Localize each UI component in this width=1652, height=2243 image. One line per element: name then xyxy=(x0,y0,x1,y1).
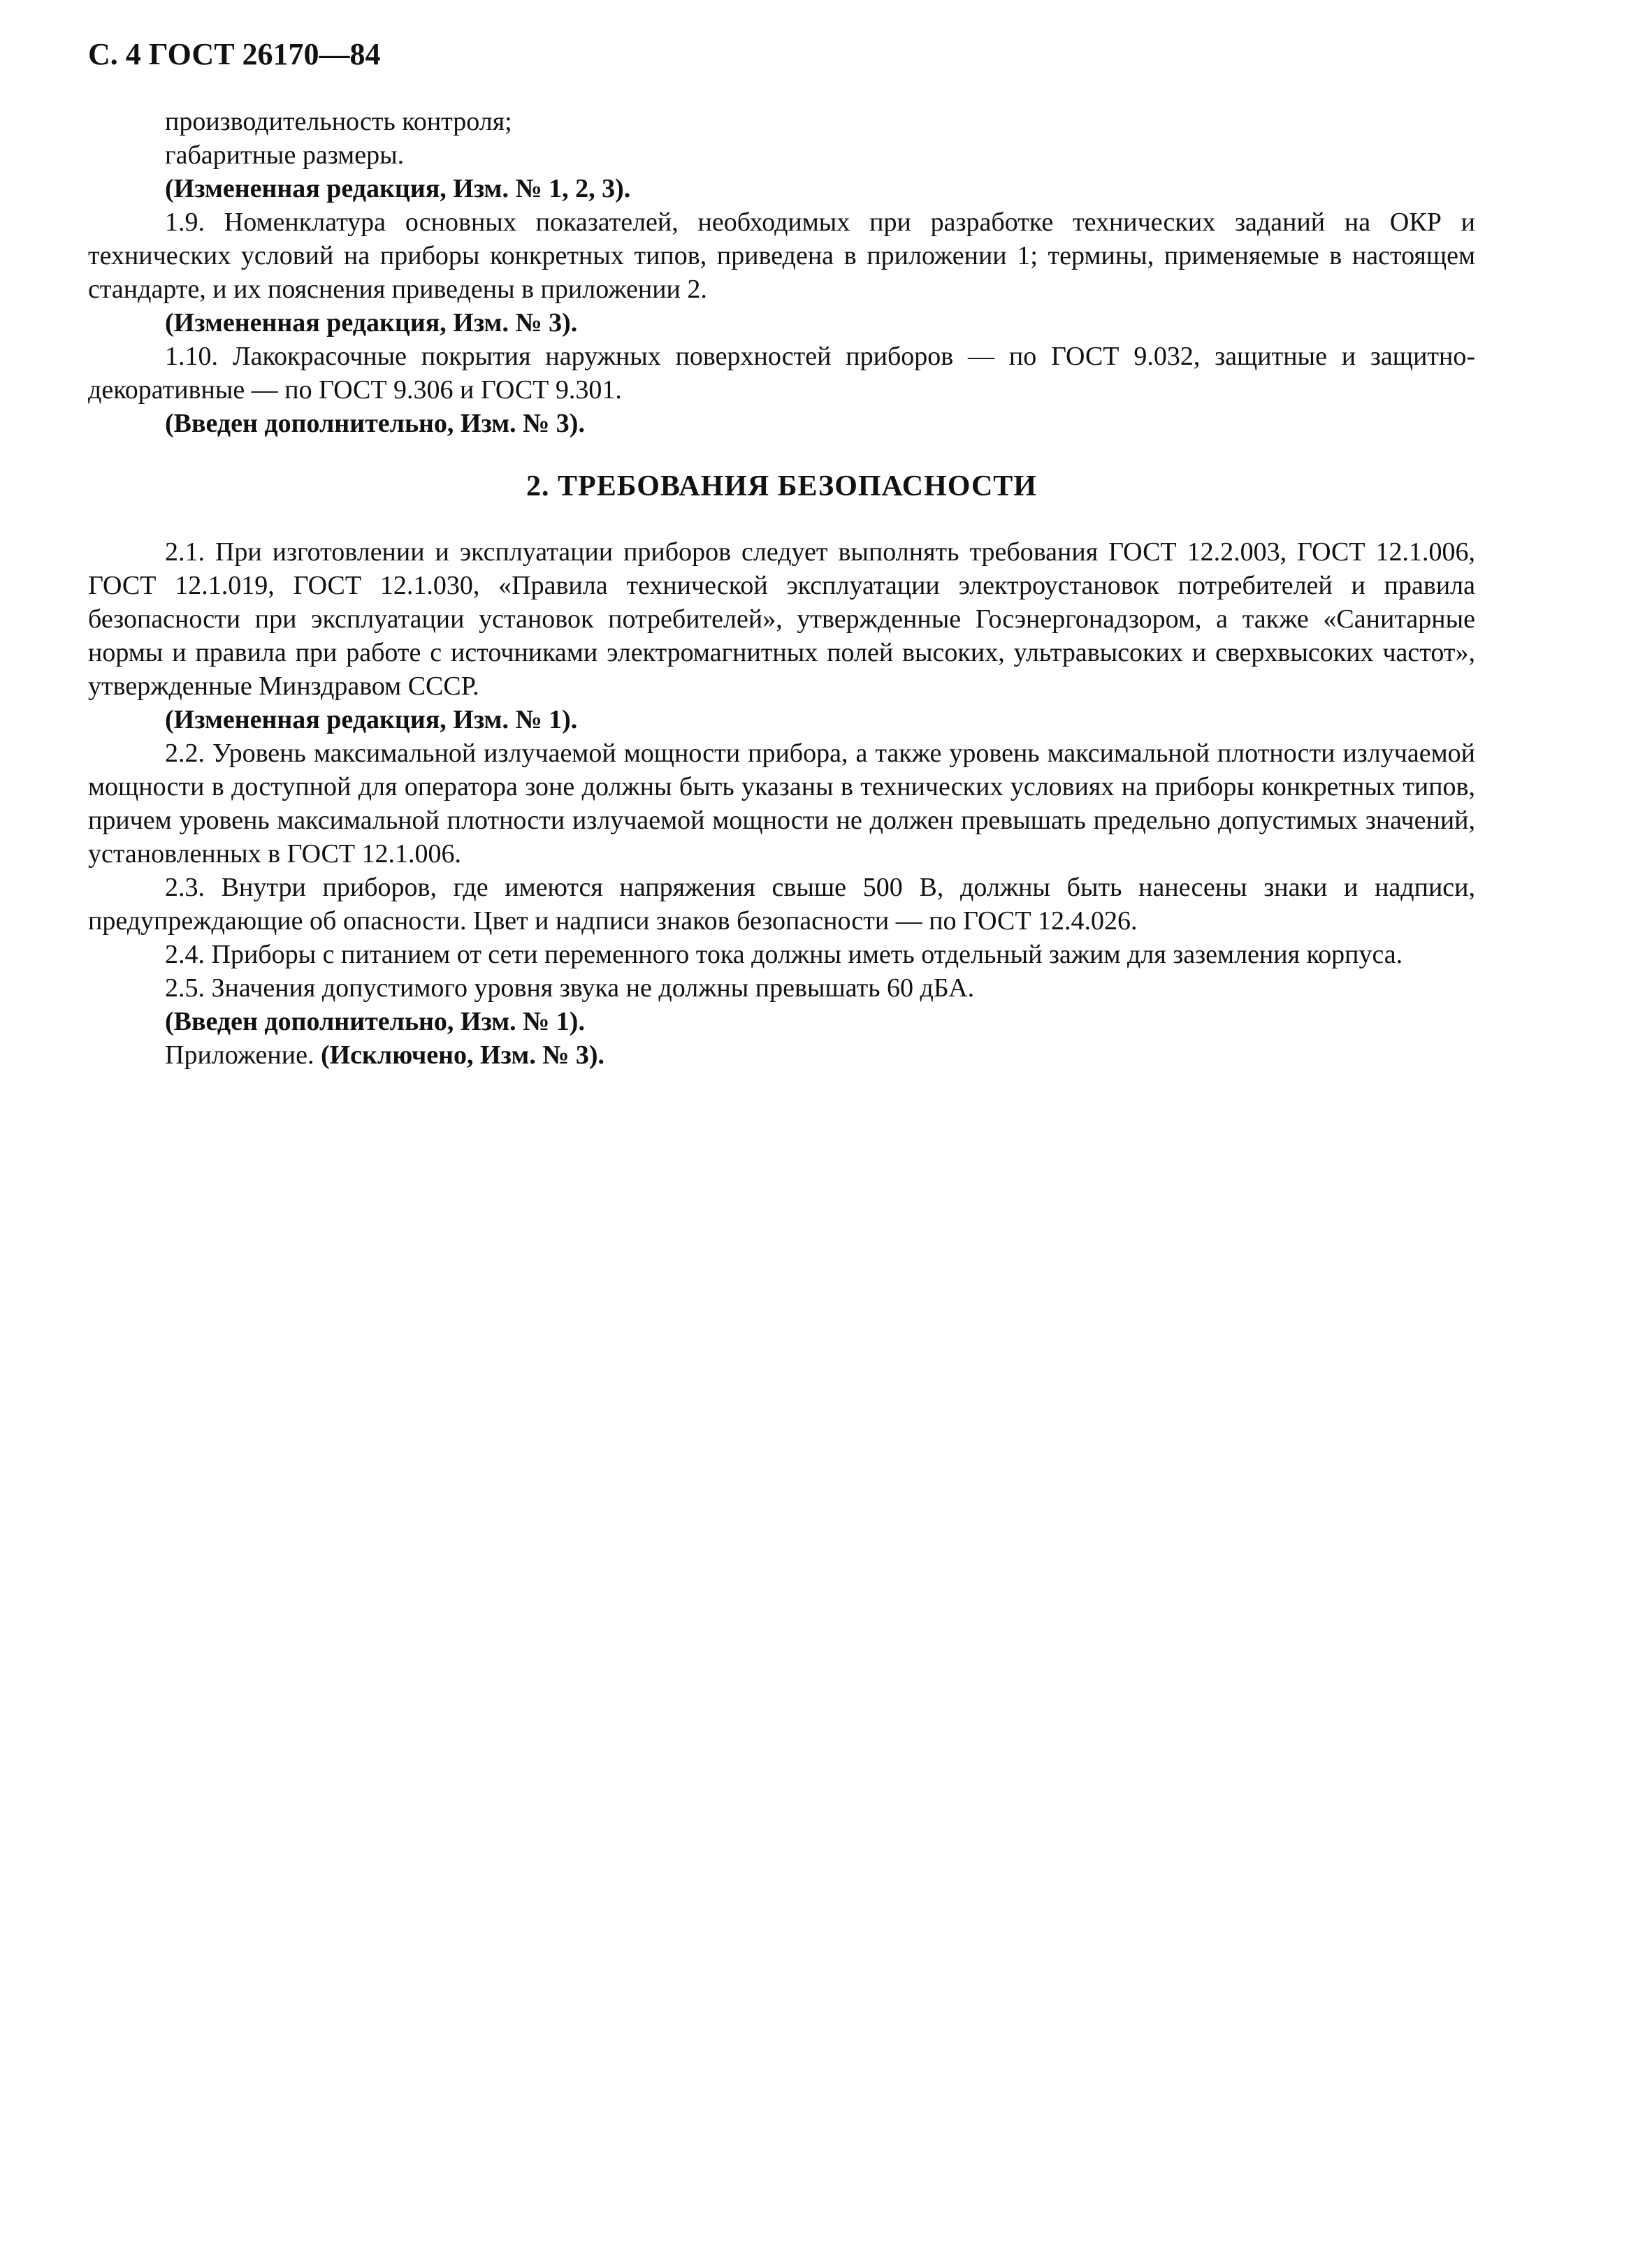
paragraph-2-4: 2.4. Приборы с питанием от сети переменного тока должны иметь отдельный зажим для заземления корпуса. xyxy=(165,940,1403,969)
document-body xyxy=(88,105,1475,1072)
appendix-label: Приложение. xyxy=(165,1040,314,1070)
list-item-throughput: производительность контроля; xyxy=(165,107,512,136)
list-item-dimensions: габаритные размеры. xyxy=(165,140,405,170)
appendix-note: (Исключено, Изм. № 3). xyxy=(320,1040,605,1070)
appendix-line xyxy=(88,1038,1475,1072)
amendment-note: (Измененная редакция, Изм. № 1). xyxy=(165,705,578,734)
paragraph-2-5: 2.5. Значения допустимого уровня звука не должны превышать 60 дБА. xyxy=(165,973,975,1003)
paragraph-2-1: 2.1. При изготовлении и эксплуатации приборов следует выполнять требования ГОСТ 12.2.003, ГОСТ 12.1.006, ГОСТ 12.1.019, ГОСТ 12.1.030, «Правила технической эксплуатации электроустановок потребителей и правила безопасности при эксплуатации установок потребителей», утвержденные Госэнергонадзором, а также «Санитарные нормы и правила при работе с источниками электромагнитных полей высоких, ультравысоких и сверхвысоких частот», утвержденные Минздравом СССР. xyxy=(88,537,1475,701)
paragraph-2-2: 2.2. Уровень максимальной излучаемой мощности прибора, а также уровень максимальной плотности излучаемой мощности в доступной для оператора зоне должны быть указаны в технических условиях на приборы конкретных типов, причем уровень максимальной плотности излучаемой мощности не должен превышать предельно допустимых значений, установленных в ГОСТ 12.1.006. xyxy=(88,739,1475,869)
page-header: С. 4 ГОСТ 26170—84 xyxy=(88,37,381,71)
paragraph-1-10: 1.10. Лакокрасочные покрытия наружных поверхностей приборов — по ГОСТ 9.032, защитные и защитно-декоративные — по ГОСТ 9.306 и ГОСТ 9.301. xyxy=(88,342,1475,405)
section-title-safety: 2. ТРЕБОВАНИЯ БЕЗОПАСНОСТИ xyxy=(526,470,1037,502)
amendment-note: (Измененная редакция, Изм. № 3). xyxy=(165,308,578,337)
paragraph-1-9: 1.9. Номенклатура основных показателей, необходимых при разработке технических заданий на ОКР и технических условий на приборы конкретных типов, приведена в приложении 1; термины, применяемые в настоящем стандарте, и их пояснения приведены в приложении 2. xyxy=(88,208,1475,304)
amendment-note: (Измененная редакция, Изм. № 1, 2, 3). xyxy=(165,174,631,203)
amendment-note: (Введен дополнительно, Изм. № 3). xyxy=(165,409,585,438)
amendment-note: (Введен дополнительно, Изм. № 1). xyxy=(165,1007,585,1036)
paragraph-2-3: 2.3. Внутри приборов, где имеются напряжения свыше 500 В, должны быть нанесены знаки и надписи, предупреждающие об опасности. Цвет и надписи знаков безопасности — по ГОСТ 12.4.026. xyxy=(88,873,1475,936)
